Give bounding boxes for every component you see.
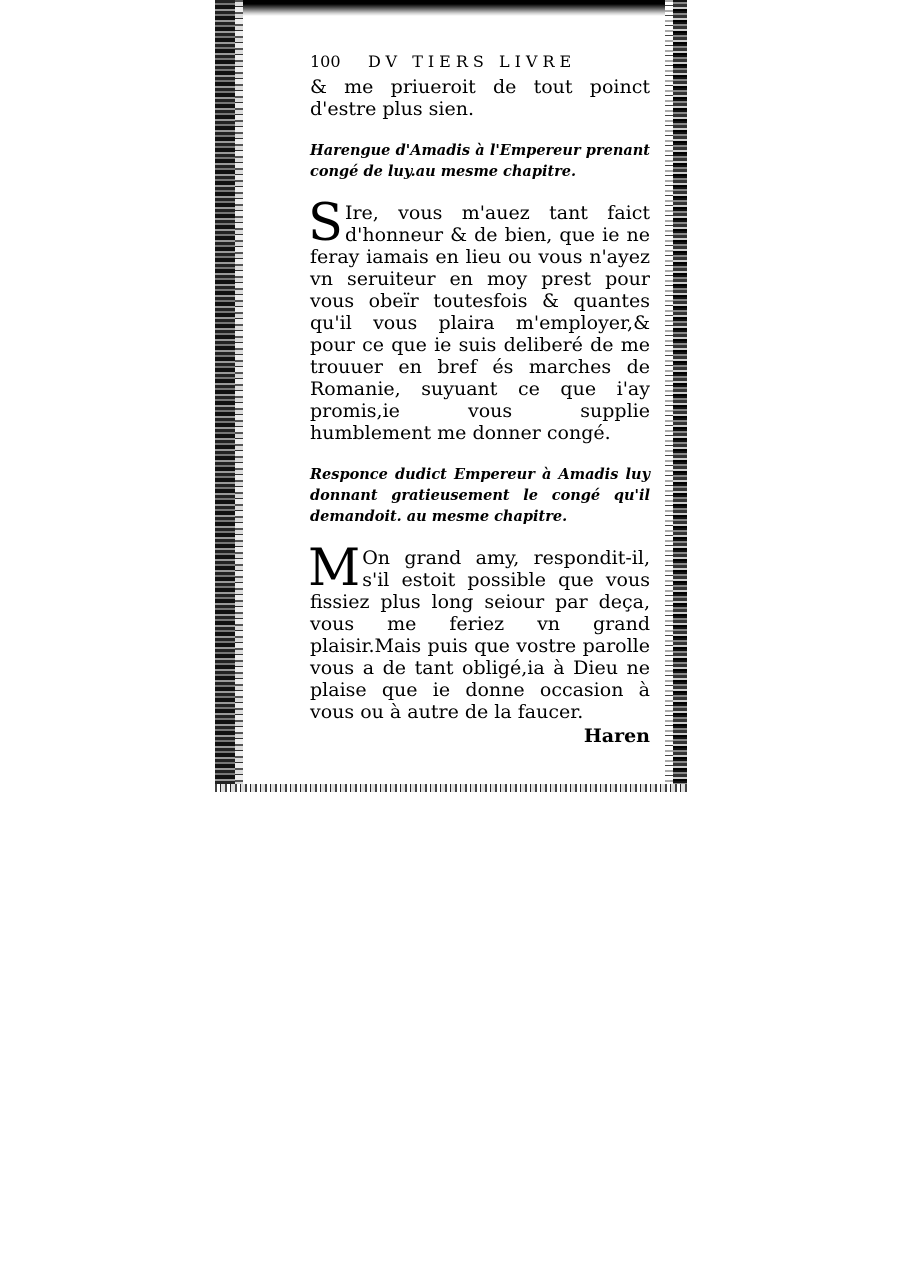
drop-cap: M	[308, 539, 361, 598]
continuation-text: & me priueroit de tout poinct d'estre plus sien.	[310, 76, 650, 120]
section-body	[308, 194, 650, 444]
section-heading: Harengue d'Amadis à l'Empereur prenant congé de luy.au mesme chapitre.	[310, 142, 650, 180]
paragraph: On grand amy, respondit-il, s'il estoit possible que vous fissiez plus long seiour par deça, vous me feriez vn grand plaisir.Mais puis que vostre parolle vous a de tant obligé,ia à Dieu ne plaise que ie donne occasion à vous ou à autre de la faucer.	[310, 547, 650, 723]
section-body	[308, 539, 650, 723]
scan-left-edge	[215, 0, 235, 792]
scan-bottom-edge	[215, 784, 687, 792]
page-number: 100	[310, 52, 341, 71]
scan-top-edge	[215, 0, 687, 16]
paragraph: Ire, vous m'auez tant faict d'honneur & de bien, que ie ne feray iamais en lieu ou vous n'ayez vn seruiteur en moy prest pour vous obeïr toutesfois & quantes qu'il vous plaira m'employer,& pour ce que ie suis deliberé de me trouuer en bref és marches de Romanie, suyuant ce que i'ay promis,ie vous supplie humblement me donner congé.	[310, 202, 650, 444]
section-heading: Responce dudict Empereur à Amadis luy donnant gratieusement le congé qu'il demandoit. au mesme chapitre.	[310, 466, 650, 525]
scan-right-edge	[673, 0, 687, 792]
text-block	[310, 52, 650, 747]
scan-right-edge-shadow	[665, 0, 673, 792]
running-head: DV TIERS LIVRE	[368, 52, 577, 71]
scanned-page	[215, 0, 687, 792]
scan-left-edge-shadow	[235, 0, 243, 792]
catchword: Haren	[583, 725, 650, 747]
page-header	[310, 52, 650, 76]
drop-cap: S	[308, 194, 343, 253]
